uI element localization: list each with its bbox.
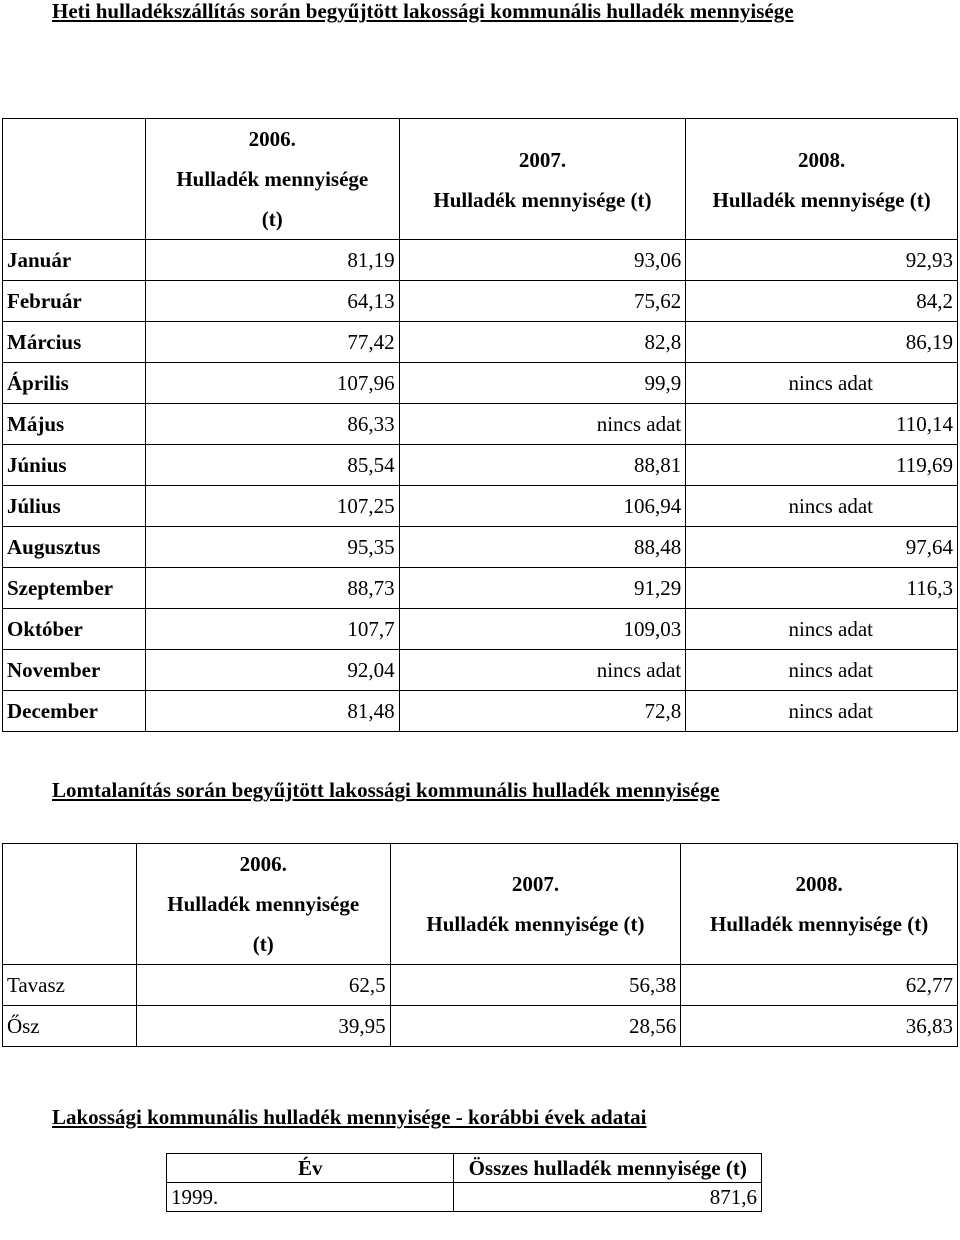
earlier-years-heading: Lakossági kommunális hulladék mennyisége - korábbi évek adatai bbox=[52, 1105, 647, 1129]
value-2006-cell: 95,35 bbox=[145, 527, 399, 568]
season-cell: Ősz bbox=[3, 1006, 137, 1047]
weekly-waste-table bbox=[2, 118, 958, 732]
value-2008-cell: nincs adat bbox=[686, 691, 958, 732]
earlier-years-body bbox=[167, 1183, 762, 1212]
value-2008-cell: nincs adat bbox=[686, 609, 958, 650]
value-2006-cell: 77,42 bbox=[145, 322, 399, 363]
table-row bbox=[3, 404, 958, 445]
table-row bbox=[3, 281, 958, 322]
bulky-waste-body bbox=[3, 965, 958, 1047]
value-2007-cell: 72,8 bbox=[399, 691, 686, 732]
header-year: Év bbox=[167, 1154, 454, 1183]
value-2008-cell: 84,2 bbox=[686, 281, 958, 322]
value-2008-cell: 86,19 bbox=[686, 322, 958, 363]
month-cell: Január bbox=[3, 240, 146, 281]
value-2006-cell: 81,19 bbox=[145, 240, 399, 281]
month-cell: Június bbox=[3, 445, 146, 486]
value-2007-cell: 88,48 bbox=[399, 527, 686, 568]
value-2007-cell: 93,06 bbox=[399, 240, 686, 281]
month-cell: Május bbox=[3, 404, 146, 445]
value-2008-cell: 97,64 bbox=[686, 527, 958, 568]
year-cell: 1999. bbox=[167, 1183, 454, 1212]
month-cell: December bbox=[3, 691, 146, 732]
table-row bbox=[3, 650, 958, 691]
table-header-row bbox=[167, 1154, 762, 1183]
month-cell: Július bbox=[3, 486, 146, 527]
value-2008-cell: nincs adat bbox=[686, 650, 958, 691]
table-row bbox=[3, 445, 958, 486]
table-row bbox=[3, 1006, 958, 1047]
value-2008-cell: 116,3 bbox=[686, 568, 958, 609]
value-2008-cell: 36,83 bbox=[681, 1006, 958, 1047]
value-2007-cell: 109,03 bbox=[399, 609, 686, 650]
value-2006-cell: 107,96 bbox=[145, 363, 399, 404]
header-month bbox=[3, 119, 146, 240]
value-2006-cell: 39,95 bbox=[136, 1006, 390, 1047]
table-row bbox=[3, 527, 958, 568]
value-2007-cell: 56,38 bbox=[390, 965, 681, 1006]
bulky-waste-heading: Lomtalanítás során begyűjtött lakossági kommunális hulladék mennyisége bbox=[52, 778, 720, 802]
value-2007-cell: 91,29 bbox=[399, 568, 686, 609]
table-row bbox=[3, 363, 958, 404]
month-cell: Október bbox=[3, 609, 146, 650]
header-2006: 2006. Hulladék mennyisége (t) bbox=[136, 844, 390, 965]
weekly-waste-body bbox=[3, 240, 958, 732]
value-2008-cell: 110,14 bbox=[686, 404, 958, 445]
header-season bbox=[3, 844, 137, 965]
value-2007-cell: 106,94 bbox=[399, 486, 686, 527]
month-cell: Február bbox=[3, 281, 146, 322]
table-header-row bbox=[3, 844, 958, 965]
header-2007: 2007. Hulladék mennyisége (t) bbox=[399, 119, 686, 240]
table-row bbox=[3, 568, 958, 609]
month-cell: Szeptember bbox=[3, 568, 146, 609]
table-row bbox=[167, 1183, 762, 1212]
value-2007-cell: 82,8 bbox=[399, 322, 686, 363]
value-2008-cell: 62,77 bbox=[681, 965, 958, 1006]
table-row bbox=[3, 965, 958, 1006]
season-cell: Tavasz bbox=[3, 965, 137, 1006]
value-2008-cell: nincs adat bbox=[686, 486, 958, 527]
value-2006-cell: 92,04 bbox=[145, 650, 399, 691]
weekly-waste-heading: Heti hulladékszállítás során begyűjtött lakossági kommunális hulladék mennyisége bbox=[52, 0, 794, 23]
month-cell: Március bbox=[3, 322, 146, 363]
value-2008-cell: 119,69 bbox=[686, 445, 958, 486]
header-2007: 2007. Hulladék mennyisége (t) bbox=[390, 844, 681, 965]
total-cell: 871,6 bbox=[454, 1183, 762, 1212]
value-2008-cell: nincs adat bbox=[686, 363, 958, 404]
value-2007-cell: nincs adat bbox=[399, 404, 686, 445]
earlier-years-table bbox=[166, 1153, 762, 1212]
table-header-row bbox=[3, 119, 958, 240]
value-2006-cell: 81,48 bbox=[145, 691, 399, 732]
month-cell: Augusztus bbox=[3, 527, 146, 568]
value-2007-cell: nincs adat bbox=[399, 650, 686, 691]
table-row bbox=[3, 486, 958, 527]
header-total: Összes hulladék mennyisége (t) bbox=[454, 1154, 762, 1183]
header-2006: 2006. Hulladék mennyisége (t) bbox=[145, 119, 399, 240]
value-2008-cell: 92,93 bbox=[686, 240, 958, 281]
header-2008: 2008. Hulladék mennyisége (t) bbox=[686, 119, 958, 240]
value-2006-cell: 64,13 bbox=[145, 281, 399, 322]
table-row bbox=[3, 691, 958, 732]
value-2006-cell: 86,33 bbox=[145, 404, 399, 445]
month-cell: Április bbox=[3, 363, 146, 404]
value-2007-cell: 88,81 bbox=[399, 445, 686, 486]
table-row bbox=[3, 240, 958, 281]
value-2006-cell: 107,7 bbox=[145, 609, 399, 650]
table-row bbox=[3, 322, 958, 363]
value-2007-cell: 28,56 bbox=[390, 1006, 681, 1047]
value-2007-cell: 75,62 bbox=[399, 281, 686, 322]
header-2008: 2008. Hulladék mennyisége (t) bbox=[681, 844, 958, 965]
month-cell: November bbox=[3, 650, 146, 691]
value-2006-cell: 107,25 bbox=[145, 486, 399, 527]
value-2006-cell: 88,73 bbox=[145, 568, 399, 609]
bulky-waste-table bbox=[2, 843, 958, 1047]
table-row bbox=[3, 609, 958, 650]
value-2006-cell: 85,54 bbox=[145, 445, 399, 486]
value-2007-cell: 99,9 bbox=[399, 363, 686, 404]
value-2006-cell: 62,5 bbox=[136, 965, 390, 1006]
